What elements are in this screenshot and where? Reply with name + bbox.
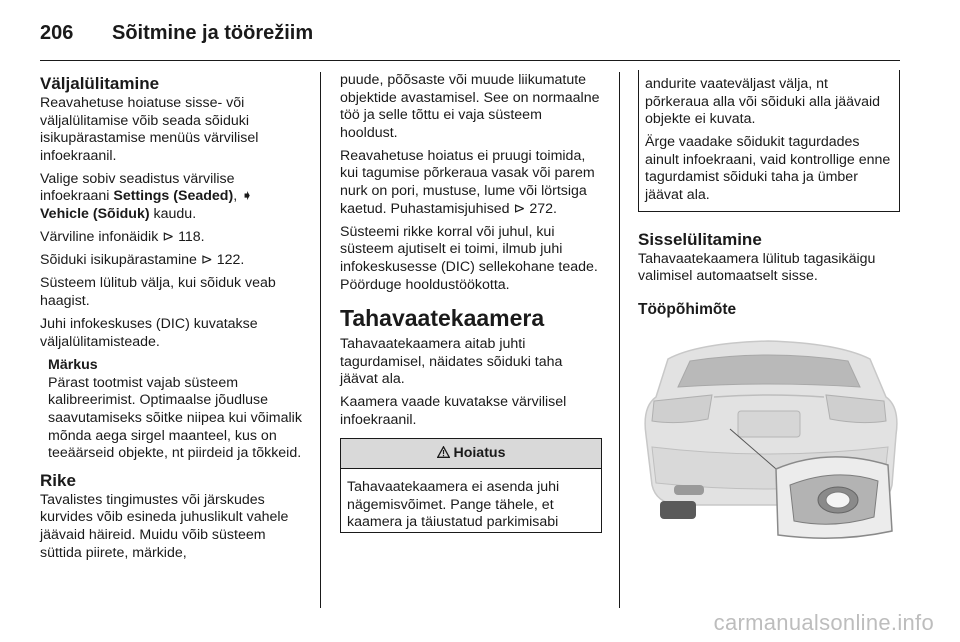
paragraph: Reavahetuse hoiatuse sisse- või väljalülitamise võib seada sõiduki isikupärastamise menüüs värvilisel infoekraanil.	[40, 95, 259, 164]
paragraph: Tahavaatekaamera lülitub tagasikäigu valimisel automaatselt sisse.	[638, 250, 876, 285]
heading-switch-off: Väljalülitamine	[40, 74, 160, 93]
cross-reference: Sõiduki isikupärastamine ⊳ 122.	[40, 252, 245, 269]
paragraph-settings-path: Valige sobiv seadistus värvilise infoekraani Settings (Seaded), ➧ Vehicle (Sõiduk) kaudu.	[40, 170, 253, 223]
warning-header	[341, 439, 601, 470]
paragraph: Juhi infokeskuses (DIC) kuvatakse väljalülitamisteade.	[40, 316, 258, 350]
heading-camera: Tahavaatekaamera	[340, 305, 545, 332]
warning-triangle-icon	[437, 446, 450, 458]
warning-text: Tahavaatekaamera ei asenda juhi nägemisvõimet. Pange tähele, et kaamera ja täiustatud parkimisabi	[347, 479, 560, 531]
page-header	[40, 22, 920, 52]
heading-fault: Rike	[40, 470, 76, 490]
paragraph: Ärge vaadake sõidukit tagurdades ainult infoekraani, vaid kontrollige enne tagurdamist sõiduki taha ja ümber jäävat ala.	[645, 134, 891, 204]
paragraph: puude, põõsaste või muude liikumatute objektide avastamisel. See on normaalne töö ja selle tõttu ei vaja süsteem hooldust.	[340, 72, 600, 141]
paragraph: Tavalistes tingimustes või järskudes kurvides võib esineda juhuslikult vahele jäävaid häireid. Muidu võib süsteem süttida piirete, märkide,	[40, 491, 289, 561]
paragraph: Reavahetuse hoiatus ei pruugi toimida, kui tagumise põrkeraua vasak või parem nurk on pori, mustuse, lume või lörtsiga kaetud. Puhastamisjuhised ⊳ 272.	[340, 147, 595, 217]
menu-settings: Settings (Seaded)	[113, 188, 234, 205]
paragraph: Tahavaatekaamera aitab juhti tagurdamisel, näidates sõiduki taha jäävat ala.	[340, 336, 563, 388]
menu-vehicle: Vehicle (Sõiduk)	[40, 206, 150, 223]
chapter-title: Sõitmine ja töörežiim	[112, 22, 314, 44]
watermark: carmanualsonline.info	[713, 610, 934, 635]
header-rule	[40, 60, 900, 61]
note-title: Märkus	[48, 357, 98, 374]
heading-switch-on: Sisselülitamine	[638, 229, 762, 249]
paragraph: Kaamera vaade kuvatakse värvilisel infoekraanil.	[340, 394, 567, 428]
column-2	[340, 72, 602, 533]
paragraph: Süsteemi rikke korral või juhul, kui süsteem ajutiselt ei toimi, ilmub juhi infokeskusesse (DIC) sellekohane teade. Pöörduge hooldustöökotta.	[340, 223, 598, 293]
warning-box	[340, 438, 602, 533]
column-1	[40, 72, 305, 568]
rear-camera-illustration	[638, 335, 900, 543]
arrow-icon: ➧	[241, 188, 253, 205]
column-divider-2	[619, 72, 620, 608]
heading-principle: Tööpõhimõte	[638, 300, 737, 318]
note-text: Pärast tootmist vajab süsteem kalibreerimist. Optimaalse jõudluse saavutamiseks sõitke niipea kui võimalik mõnda aega sirgel maanteel, kus on teeäärseid objekte, nt piirdeid ja tõkkeid.	[48, 374, 302, 462]
warning-box-continued	[638, 70, 900, 212]
warning-label: Hoiatus	[453, 444, 506, 461]
column-3	[638, 72, 900, 548]
column-divider-1	[320, 72, 321, 608]
cross-reference: Värviline infonäidik ⊳ 118.	[40, 229, 205, 246]
paragraph: andurite vaateväljast välja, nt põrkeraua alla või sõiduki alla jäävaid objekte ei kuvata.	[645, 76, 881, 128]
page-number: 206	[40, 22, 74, 44]
paragraph: Süsteem lülitub välja, kui sõiduk veab haagist.	[40, 275, 276, 309]
note-block	[40, 357, 305, 463]
